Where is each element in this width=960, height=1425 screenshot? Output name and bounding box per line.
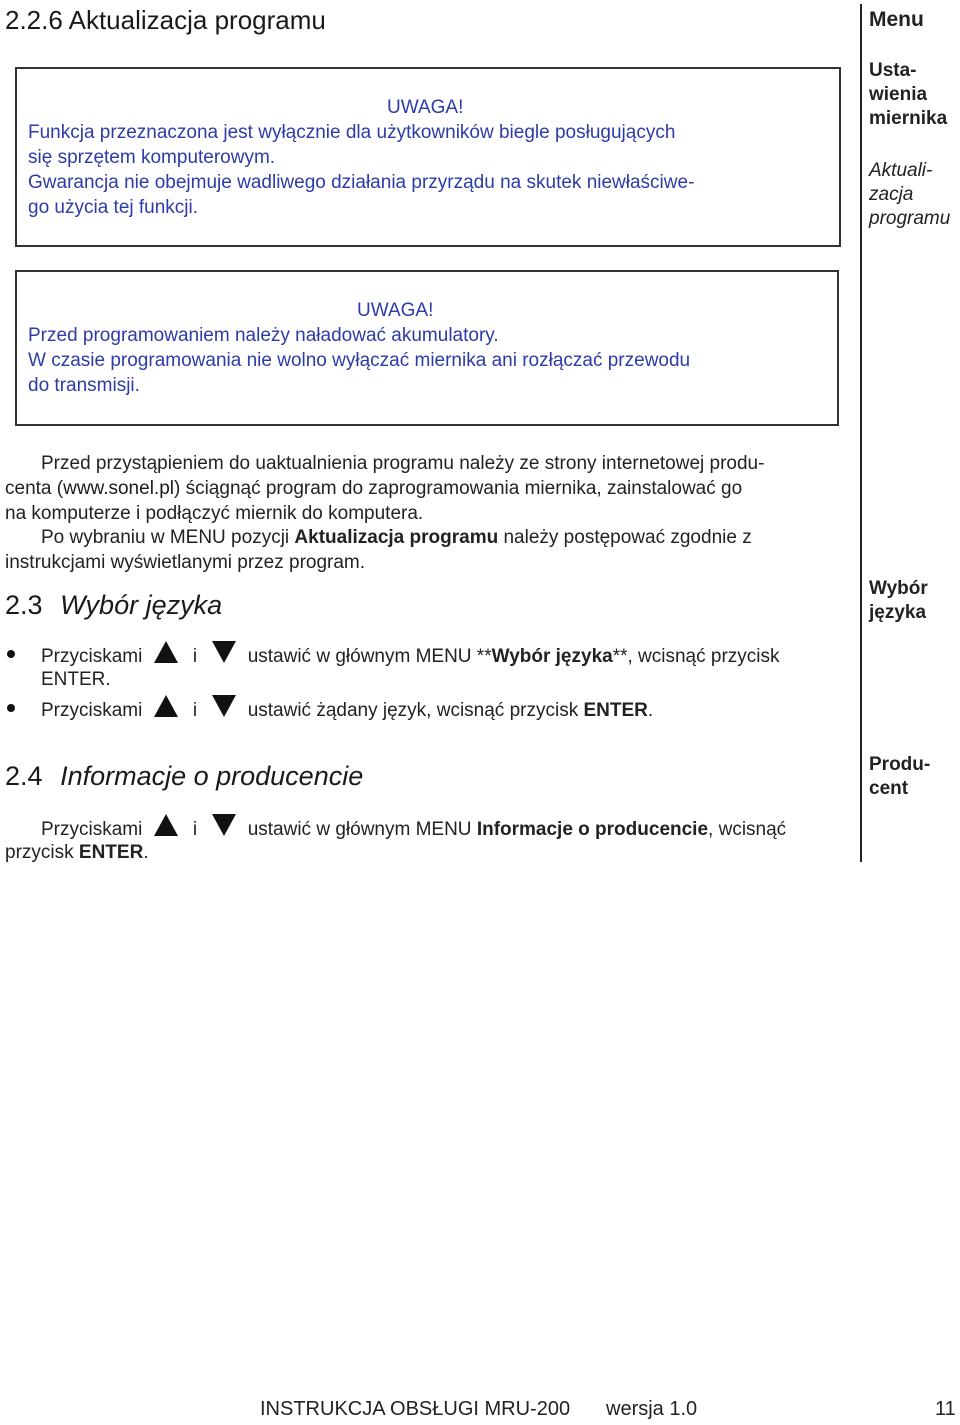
sidebar-ustawienia bbox=[869, 59, 947, 131]
arrow-down-icon bbox=[212, 641, 236, 663]
text: należy postępować zgodnie z bbox=[498, 527, 752, 548]
sidebar-menu-label: Menu bbox=[869, 8, 924, 31]
sidebar-text: Wybór bbox=[869, 578, 928, 599]
instruction-line bbox=[41, 641, 780, 669]
sidebar-text: języka bbox=[869, 602, 927, 623]
text: ustawić w głównym MENU ** bbox=[247, 646, 492, 667]
text: i bbox=[192, 646, 198, 667]
warning-title: UWAGA! bbox=[387, 97, 464, 118]
text: Przyciskami bbox=[41, 819, 143, 840]
instruction-line bbox=[41, 814, 786, 842]
bullet-icon bbox=[7, 704, 15, 712]
text: Po wybraniu w MENU pozycji bbox=[41, 527, 295, 548]
sidebar-text: Produ- bbox=[869, 754, 931, 775]
footer-manual-title: INSTRUKCJA OBSŁUGI MRU-200 bbox=[260, 1398, 571, 1420]
arrow-down-icon bbox=[212, 695, 236, 717]
text: **, wcisnąć przycisk bbox=[612, 646, 780, 667]
warning-line: go użycia tej funkcji. bbox=[28, 197, 199, 218]
warning-line: Gwarancja nie obejmuje wadliwego działania przyrządu na skutek niewłaściwe- bbox=[28, 172, 695, 193]
text: Przyciskami bbox=[41, 700, 143, 721]
sidebar-text: miernika bbox=[869, 108, 948, 129]
paragraph-line: Przed przystąpieniem do uaktualnienia programu należy ze strony internetowej produ- bbox=[41, 453, 765, 474]
warning-line: W czasie programowania nie wolno wyłączać miernika ani rozłączać przewodu bbox=[28, 350, 691, 371]
sidebar-text: Aktuali- bbox=[869, 160, 933, 181]
enter-key-label: ENTER bbox=[583, 700, 648, 721]
paragraph-line: na komputerze i podłączyć miernik do komputera. bbox=[5, 503, 424, 524]
section-number: 2.3 bbox=[5, 590, 43, 620]
warning-line: się sprzętem komputerowym. bbox=[28, 147, 276, 168]
section-heading-2-3 bbox=[5, 590, 222, 621]
text: ) ściągnąć program do zaprogramowania miernika, zainstalować go bbox=[173, 478, 743, 499]
enter-key-label: ENTER bbox=[78, 842, 144, 863]
sidebar-text: zacja bbox=[869, 184, 914, 205]
text: ustawić żądany język, wcisnąć przycisk bbox=[247, 700, 584, 721]
section-title: 2.2.6 Aktualizacja programu bbox=[5, 5, 326, 35]
arrow-up-icon bbox=[154, 641, 178, 663]
text: ustawić w głównym MENU bbox=[247, 819, 477, 840]
text: i bbox=[192, 819, 198, 840]
text: centa ( bbox=[5, 478, 64, 499]
sidebar-wybor-jezyka bbox=[869, 577, 928, 625]
warning-box-1 bbox=[15, 67, 841, 247]
paragraph-line bbox=[5, 476, 742, 501]
text: Przyciskami bbox=[41, 646, 143, 667]
instruction-line bbox=[5, 840, 149, 865]
menu-item-name: Informacje o producencie bbox=[476, 819, 709, 840]
footer-version: wersja 1.0 bbox=[606, 1398, 698, 1420]
warning-title: UWAGA! bbox=[357, 300, 434, 321]
section-title: Wybór języka bbox=[60, 590, 223, 620]
text: i bbox=[192, 700, 198, 721]
warning-line: Przed programowaniem należy naładować akumulatory. bbox=[28, 325, 499, 346]
text: . bbox=[647, 700, 654, 721]
enter-key-label: ENTER bbox=[41, 669, 106, 690]
text: . bbox=[105, 669, 111, 690]
text: przycisk bbox=[5, 842, 79, 863]
section-heading-2-4 bbox=[5, 761, 363, 792]
warning-box-2 bbox=[15, 270, 839, 426]
instruction-line bbox=[41, 667, 111, 692]
sidebar-aktualizacja bbox=[869, 159, 950, 231]
instruction-line bbox=[41, 695, 653, 723]
sidebar-text: programu bbox=[869, 208, 951, 229]
paragraph-line: instrukcjami wyświetlanymi przez program. bbox=[5, 552, 366, 573]
warning-line: Funkcja przeznaczona jest wyłącznie dla użytkowników biegle posługujących bbox=[28, 122, 676, 143]
bullet-icon bbox=[7, 650, 15, 658]
section-title: Informacje o producencie bbox=[60, 761, 364, 791]
text: . bbox=[143, 842, 149, 863]
paragraph-line bbox=[41, 525, 752, 550]
sidebar-text: wienia bbox=[869, 84, 928, 105]
menu-item-name: Aktualizacja programu bbox=[294, 527, 499, 548]
arrow-up-icon bbox=[154, 695, 178, 717]
website-link[interactable]: www.sonel.pl bbox=[63, 478, 174, 499]
footer-page-number: 11 bbox=[935, 1398, 956, 1420]
section-number: 2.4 bbox=[5, 761, 43, 791]
sidebar-divider bbox=[860, 4, 862, 862]
arrow-up-icon bbox=[154, 814, 178, 836]
text: , wcisnąć bbox=[708, 819, 787, 840]
sidebar-text: Usta- bbox=[869, 60, 917, 81]
menu-item-name: Wybór języka bbox=[491, 646, 613, 667]
sidebar-producent bbox=[869, 753, 930, 801]
arrow-down-icon bbox=[212, 814, 236, 836]
sidebar-text: cent bbox=[869, 778, 909, 799]
warning-line: do transmisji. bbox=[28, 375, 140, 396]
